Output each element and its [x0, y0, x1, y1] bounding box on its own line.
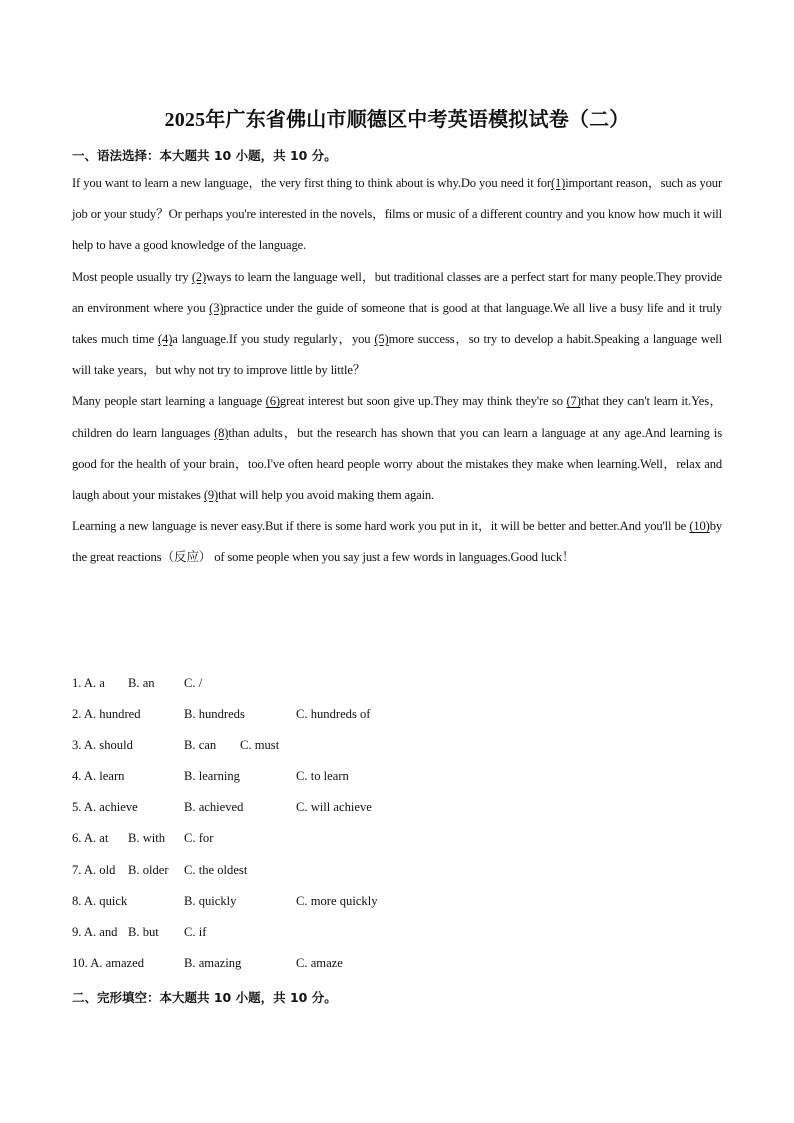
passage-text: Many people start learning a language: [72, 394, 266, 409]
passage-text: ways to learn the language well，but traditional classes are a perfect start for many people.They provide an environment where you: [72, 269, 722, 315]
option-a: 10. A. amazed: [72, 955, 145, 970]
passage-text: Learning a new language is never easy.But if there is some hard work you put in it，it will be better and better.And you'll be: [72, 519, 690, 534]
passage-paragraph: [72, 386, 722, 511]
option-c: C. for: [184, 831, 214, 846]
section-heading-cloze: 二、完形填空：本大题共 10 小题，共 10 分。: [72, 990, 337, 1005]
option-c: C. will achieve: [296, 800, 372, 815]
option-row-2: [72, 699, 722, 730]
passage-text: a language.If you study regularly，you: [172, 332, 375, 347]
passage-text: Most people usually try: [72, 269, 192, 284]
passage-text: important reason，such as your job or your study？Or perhaps you're interested in the novels，films or music of a different country and you know how much it will help to have a good knowledge of the language.: [72, 176, 722, 253]
option-a: 5. A. achieve: [72, 800, 138, 815]
option-row-7: [72, 855, 722, 886]
blank-6: (6): [265, 394, 280, 409]
option-c: C. to learn: [296, 769, 349, 784]
option-b: B. with: [128, 831, 166, 846]
blank-2: (2): [191, 269, 207, 284]
option-b: B. can: [184, 738, 217, 753]
blank-7: (7): [566, 394, 581, 409]
option-c: C. amaze: [296, 955, 343, 970]
blank-3: (3): [209, 300, 224, 315]
passage-paragraph: [72, 262, 722, 387]
option-a: 3. A. should: [72, 738, 133, 753]
option-b: B. older: [128, 862, 169, 877]
option-row-9: [72, 917, 722, 948]
option-c: C. if: [184, 924, 207, 939]
passage-text: that they can't learn it.Yes，children do learn languages: [72, 394, 722, 440]
passage-text: more success，so try to develop a habit.Speaking a language well will take years，but why not try to improve little by little？: [72, 332, 722, 378]
option-a: 8. A. quick: [72, 893, 128, 908]
option-row-6: [72, 823, 722, 854]
option-c: C. must: [240, 738, 280, 753]
option-b: B. learning: [184, 769, 240, 784]
passage-text: by the great reactions（反应） of some people when you say just a few words in languages.Good luck！: [72, 519, 722, 565]
passage-text: than adults，but the research has shown that you can learn a language at any age.And learning is good for the health of your brain，too.I've often heard people worry about the mistakes they make when learning.Well，relax and laugh about your mistakes: [72, 425, 723, 503]
option-c: C. more quickly: [296, 893, 378, 908]
option-a: 7. A. old: [72, 862, 116, 877]
option-row-3: [72, 730, 722, 761]
passage-text: If you want to learn a new language，the very first thing to think about is why.Do you need it for: [72, 176, 551, 190]
option-a: 2. A. hundred: [72, 707, 141, 722]
blank-8: (8): [214, 425, 229, 440]
passage-text: that will help you avoid making them again.: [218, 488, 435, 503]
option-b: B. an: [128, 676, 155, 690]
option-a: 1. A. a: [72, 676, 105, 690]
blank-4: (4): [158, 332, 173, 347]
option-c: C. /: [184, 676, 203, 690]
blank-5: (5): [374, 332, 389, 347]
option-a: 6. A. at: [72, 831, 109, 846]
option-b: B. quickly: [184, 893, 237, 908]
passage-paragraph: [72, 168, 722, 262]
passage-text: great interest but soon give up.They may think they're so: [279, 394, 567, 409]
option-row-4: [72, 761, 722, 792]
option-b: B. amazing: [184, 955, 242, 970]
blank-9: (9): [203, 488, 219, 503]
option-a: 9. A. and: [72, 924, 118, 939]
page-title: 2025年广东省佛山市顺德区中考英语模拟试卷（二）: [164, 109, 630, 131]
option-row-8: [72, 886, 722, 917]
option-row-1: [72, 668, 722, 699]
option-b: B. but: [128, 924, 159, 939]
answer-options: [72, 668, 722, 979]
section-heading-grammar: 一、语法选择：本大题共 10 小题，共 10 分。: [72, 148, 337, 163]
option-b: B. hundreds: [184, 707, 245, 722]
option-a: 4. A. learn: [72, 769, 125, 784]
blank-10: (10): [689, 519, 710, 534]
passage-paragraph: [72, 511, 722, 573]
option-b: B. achieved: [184, 800, 244, 815]
option-c: C. hundreds of: [296, 707, 371, 722]
option-row-10: [72, 948, 722, 979]
option-row-5: [72, 792, 722, 823]
passage-text: practice under the guide of someone that is good at that language.We all live a busy life and it truly takes much time: [72, 300, 722, 347]
option-c: C. the oldest: [184, 862, 248, 877]
reading-passage: [72, 168, 722, 574]
blank-1: (1): [550, 176, 566, 190]
